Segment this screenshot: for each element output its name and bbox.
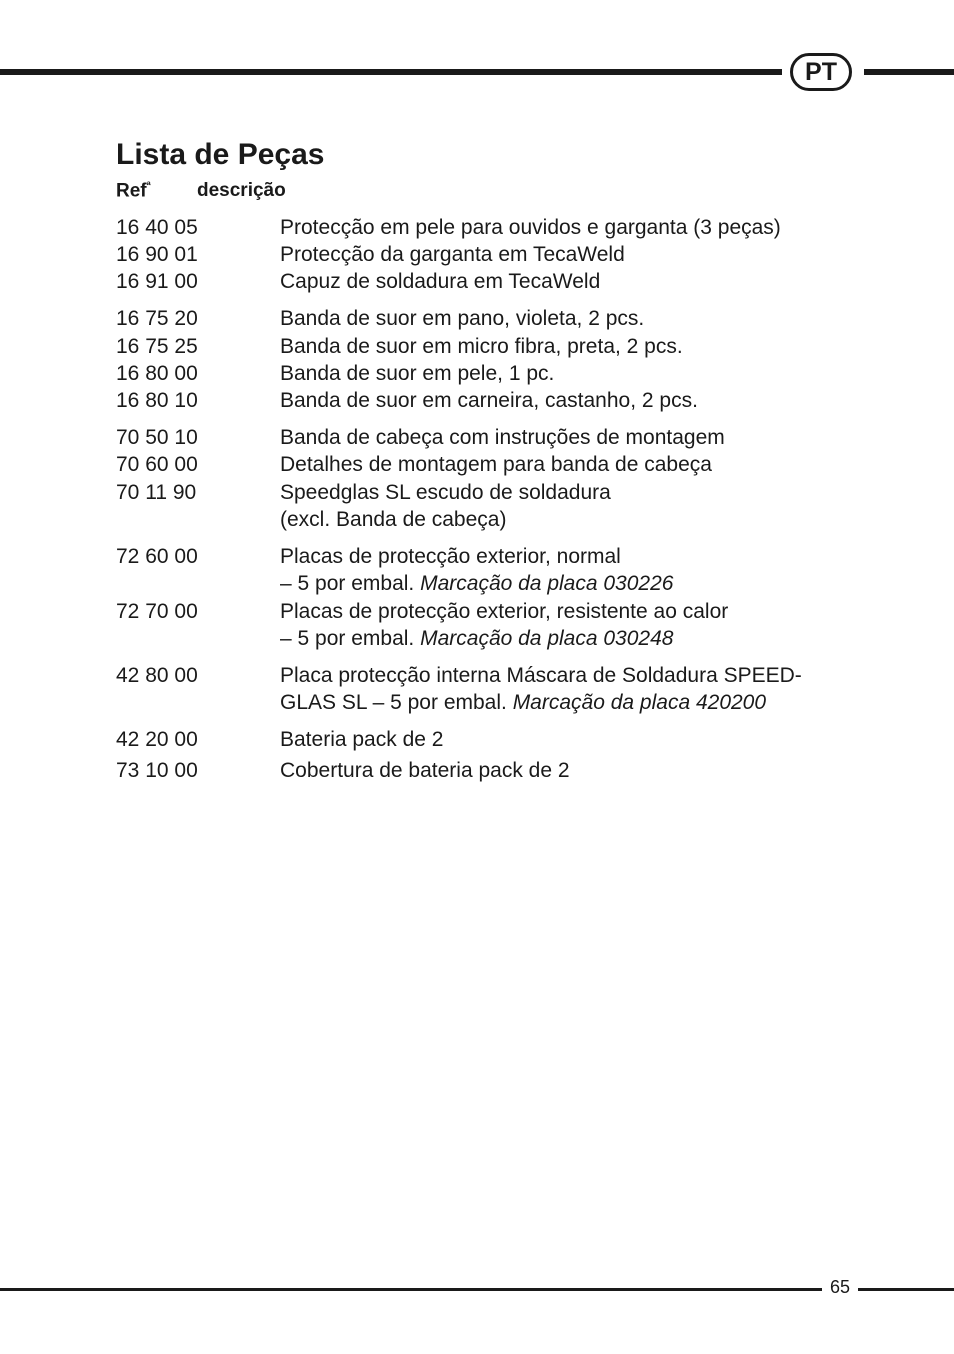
plate-marking: Marcação da placa 420200 xyxy=(512,691,767,714)
column-header-ref xyxy=(116,180,151,202)
part-description xyxy=(280,757,570,784)
part-description xyxy=(280,598,728,652)
part-description xyxy=(280,387,698,414)
language-badge-label: PT xyxy=(805,57,837,86)
description-text: Bateria pack de 2 xyxy=(280,728,444,751)
description-line xyxy=(280,214,781,241)
description-line xyxy=(280,662,802,689)
part-description xyxy=(280,662,802,716)
part-ref: 72 60 00 xyxy=(116,545,198,568)
description-text: Placas de protecção exterior, resistente ao calor xyxy=(280,600,729,623)
part-description xyxy=(280,451,712,478)
part-description xyxy=(280,305,644,332)
page-title: Lista de Peças xyxy=(116,138,325,171)
part-description xyxy=(280,543,673,597)
description-line xyxy=(280,268,600,295)
ref-header-ordinal: ª xyxy=(146,180,151,192)
description-text: – 5 por embal. xyxy=(280,627,421,650)
part-ref: 16 75 25 xyxy=(116,335,198,358)
part-ref: 42 20 00 xyxy=(116,728,198,751)
description-line xyxy=(280,570,673,597)
top-rule-right xyxy=(864,69,954,75)
description-text: Placa protecção interna Máscara de Soldadura SPEED- xyxy=(280,664,802,687)
part-ref: 16 75 20 xyxy=(116,307,198,330)
part-ref: 73 10 00 xyxy=(116,759,198,782)
description-line xyxy=(280,726,443,753)
description-line xyxy=(280,479,611,506)
description-line xyxy=(280,543,673,570)
description-line xyxy=(280,333,683,360)
part-description xyxy=(280,241,625,268)
plate-marking: Marcação da placa 030248 xyxy=(420,627,674,650)
description-line xyxy=(280,360,554,387)
description-text: Banda de suor em pano, violeta, 2 pcs. xyxy=(280,307,645,330)
part-ref: 70 60 00 xyxy=(116,453,198,476)
part-ref: 42 80 00 xyxy=(116,664,198,687)
language-badge xyxy=(790,53,852,91)
description-line xyxy=(280,598,728,625)
description-text: Protecção em pele para ouvidos e garganta (3 peças) xyxy=(280,216,781,239)
description-text: GLAS SL – 5 por embal. xyxy=(280,691,513,714)
part-ref: 16 80 00 xyxy=(116,362,198,385)
description-line xyxy=(280,451,712,478)
top-rule-left xyxy=(0,69,782,75)
description-text: Banda de suor em micro fibra, preta, 2 pcs. xyxy=(280,335,683,358)
description-text: Capuz de soldadura em TecaWeld xyxy=(280,270,601,293)
part-ref: 16 90 01 xyxy=(116,243,198,266)
part-ref: 70 11 90 xyxy=(116,481,197,504)
part-ref: 16 80 10 xyxy=(116,389,198,412)
part-ref: 70 50 10 xyxy=(116,426,198,449)
description-line xyxy=(280,689,802,716)
part-description xyxy=(280,214,781,241)
description-text: Detalhes de montagem para banda de cabeça xyxy=(280,453,712,476)
part-ref: 72 70 00 xyxy=(116,600,198,623)
part-description xyxy=(280,333,683,360)
description-text: Placas de protecção exterior, normal xyxy=(280,545,621,568)
part-ref: 16 40 05 xyxy=(116,216,198,239)
part-description xyxy=(280,726,443,753)
description-line xyxy=(280,424,725,451)
bottom-rule-right xyxy=(858,1288,954,1291)
description-text: Banda de suor em carneira, castanho, 2 pcs. xyxy=(280,389,698,412)
part-ref: 16 91 00 xyxy=(116,270,198,293)
description-line xyxy=(280,625,728,652)
description-text: (excl. Banda de cabeça) xyxy=(280,508,507,531)
description-text: – 5 por embal. xyxy=(280,572,421,595)
description-line xyxy=(280,387,698,414)
description-text: Banda de suor em pele, 1 pc. xyxy=(280,362,555,385)
page-number: 65 xyxy=(830,1277,851,1297)
description-text: Protecção da garganta em TecaWeld xyxy=(280,243,625,266)
description-text: Cobertura de bateria pack de 2 xyxy=(280,759,570,782)
part-description xyxy=(280,360,554,387)
part-description xyxy=(280,479,611,533)
description-text: Banda de cabeça com instruções de montagem xyxy=(280,426,725,449)
part-description xyxy=(280,268,600,295)
description-line xyxy=(280,241,625,268)
description-text: Speedglas SL escudo de soldadura xyxy=(280,481,611,504)
bottom-rule-left xyxy=(0,1288,822,1291)
column-header-desc: descrição xyxy=(197,180,286,201)
description-line xyxy=(280,757,570,784)
ref-header-label: Ref xyxy=(116,180,147,202)
plate-marking: Marcação da placa 030226 xyxy=(420,572,674,595)
description-line xyxy=(280,305,644,332)
description-line xyxy=(280,506,611,533)
part-description xyxy=(280,424,725,451)
